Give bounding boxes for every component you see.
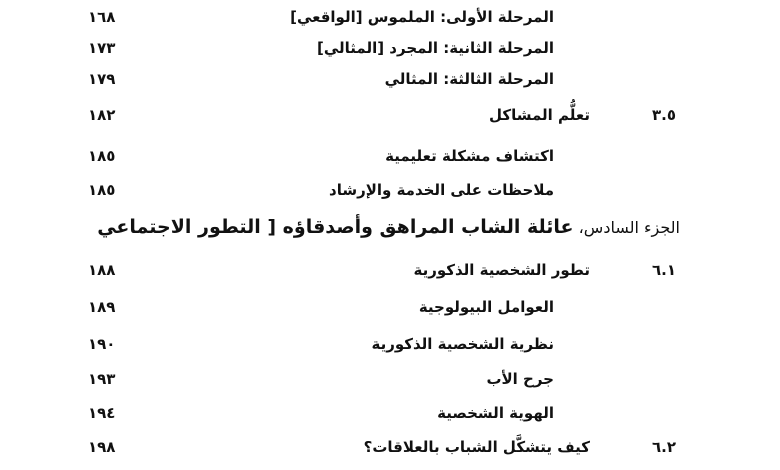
toc-page-number: ١٨٥ (88, 147, 116, 165)
part-prefix: الجزء السادس، (578, 218, 680, 237)
toc-page-number: ١٩٤ (88, 404, 116, 422)
toc-entry-title: المرحلة الثالثة: المثالي (384, 70, 554, 88)
toc-entry-title: اكتشاف مشكلة تعليمية (385, 147, 554, 165)
toc-section-number: ٦.١ (651, 261, 676, 279)
toc-entry (0, 2, 780, 32)
toc-entry-title: المرحلة الأولى: الملموس [الواقعي] (290, 8, 554, 26)
toc-section (0, 432, 780, 462)
toc-page-number: ١٨٩ (88, 298, 116, 316)
toc-section (0, 255, 780, 285)
toc-entry-title: المرحلة الثانية: المجرد [المثالي] (316, 39, 554, 57)
toc-entry-title: جرح الأب (486, 370, 554, 388)
toc-page-number: ١٨٨ (88, 261, 116, 279)
toc-entry-title: العوامل البيولوجية (418, 298, 554, 316)
toc-page-number: ١٦٨ (88, 8, 116, 26)
toc-page-number: ١٩٣ (88, 370, 116, 388)
toc-page-number: ١٨٥ (88, 181, 116, 199)
toc-section-title: تعلُّم المشاكل (488, 106, 590, 124)
toc-entry (0, 141, 780, 171)
toc-entry-title: نظرية الشخصية الذكورية (371, 335, 554, 353)
part-heading-text (97, 208, 680, 247)
toc-entry (0, 64, 780, 94)
toc-page-number: ١٨٢ (88, 106, 116, 124)
toc-page-number: ١٩٨ (88, 438, 116, 456)
toc-section-number: ٦.٢ (651, 438, 676, 456)
toc-entry (0, 329, 780, 359)
toc-section-number: ٣.٥ (651, 106, 676, 124)
toc-entry (0, 398, 780, 428)
toc-entry-title: الهوية الشخصية (437, 404, 554, 422)
toc-page-number: ١٧٩ (88, 70, 116, 88)
part-title: عائلة الشاب المراهق وأصدقاؤه [ التطور الاجتماعي (97, 216, 574, 238)
toc-section (0, 100, 780, 130)
toc-entry-title: ملاحظات على الخدمة والإرشاد (329, 181, 554, 199)
toc-section-title: كيف يتشكَّل الشباب بالعلاقات؟ (363, 438, 590, 456)
toc-section-title: تطور الشخصية الذكورية (413, 261, 590, 279)
toc-page-number: ١٧٣ (88, 39, 116, 57)
toc-page-number: ١٩٠ (88, 335, 116, 353)
toc-part-heading (0, 208, 780, 246)
toc-entry (0, 364, 780, 394)
toc-entry (0, 175, 780, 205)
toc-entry (0, 33, 780, 63)
toc-entry (0, 292, 780, 322)
